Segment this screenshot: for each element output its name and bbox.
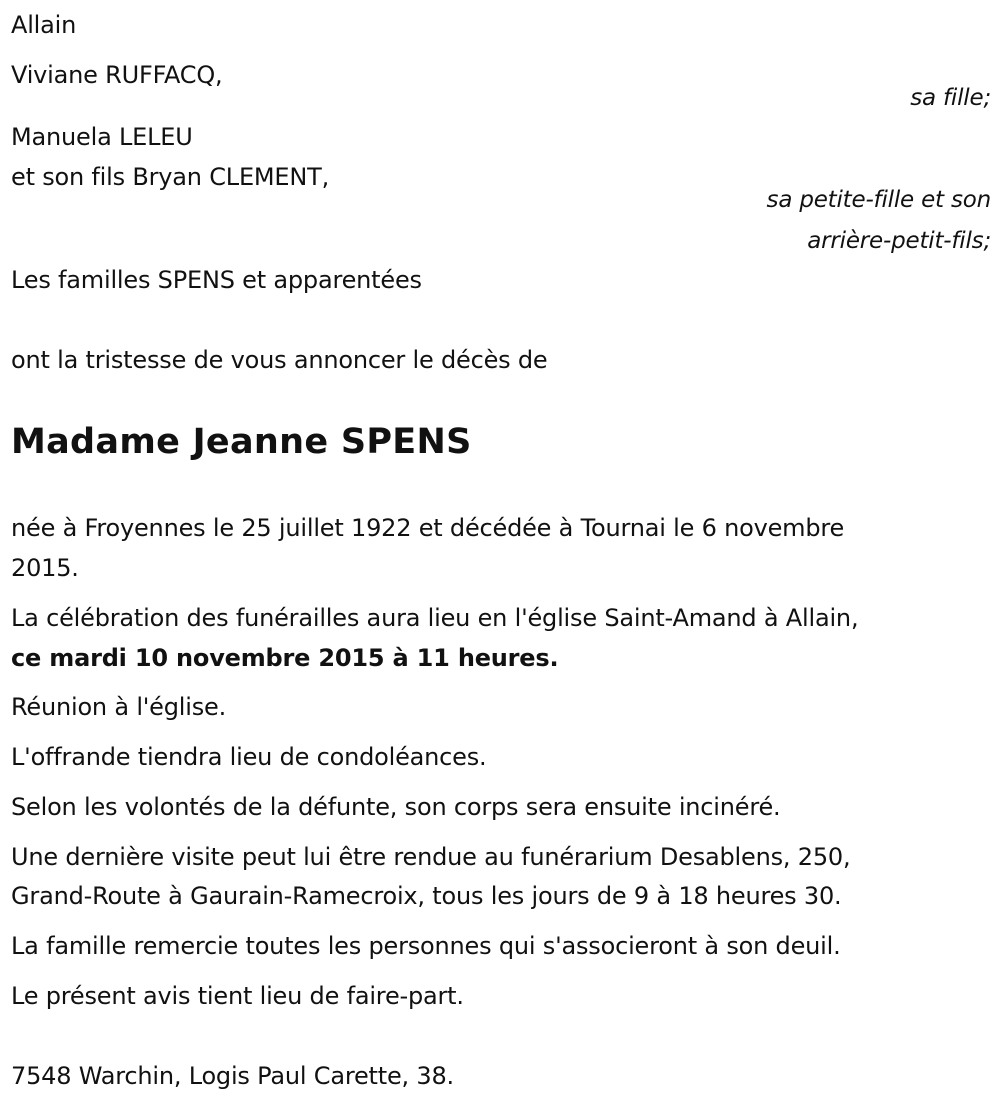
mourner-name: Manuela LELEU: [11, 123, 193, 151]
mourner-name: Les familles SPENS et apparentées: [11, 266, 422, 294]
visit-text: Une dernière visite peut lui être rendue au funérarium Desablens, 250,: [11, 843, 851, 871]
mourner-name: Viviane RUFFACQ,: [11, 61, 223, 89]
meeting-text: Réunion à l'église.: [11, 693, 227, 721]
intro-text: ont la tristesse de vous annoncer le décès de: [11, 346, 548, 374]
birth-death-text: née à Froyennes le 25 juillet 1922 et décédée à Tournai le 6 novembre: [11, 514, 845, 542]
mourner-relation: arrière-petit-fils;: [807, 228, 991, 254]
notice-text: Le présent avis tient lieu de faire-part.: [11, 982, 464, 1010]
mourner-relation: sa petite-fille et son: [766, 187, 991, 213]
mourner-relation: sa fille;: [910, 85, 991, 111]
mourner-name: et son fils Bryan CLEMENT,: [11, 163, 330, 191]
place-name: Allain: [11, 11, 77, 39]
thanks-text: La famille remercie toutes les personnes qui s'associeront à son deuil.: [11, 932, 841, 960]
funeral-text: La célébration des funérailles aura lieu en l'église Saint-Amand à Allain,: [11, 604, 859, 632]
visit-text: Grand-Route à Gaurain-Ramecroix, tous les jours de 9 à 18 heures 30.: [11, 882, 842, 910]
birth-death-text: 2015.: [11, 554, 79, 582]
cremation-text: Selon les volontés de la défunte, son corps sera ensuite incinéré.: [11, 793, 781, 821]
funeral-datetime: ce mardi 10 novembre 2015 à 11 heures.: [11, 644, 559, 672]
offering-text: L'offrande tiendra lieu de condoléances.: [11, 743, 487, 771]
address-text: 7548 Warchin, Logis Paul Carette, 38.: [11, 1062, 454, 1090]
deceased-name: Madame Jeanne SPENS: [11, 422, 472, 462]
